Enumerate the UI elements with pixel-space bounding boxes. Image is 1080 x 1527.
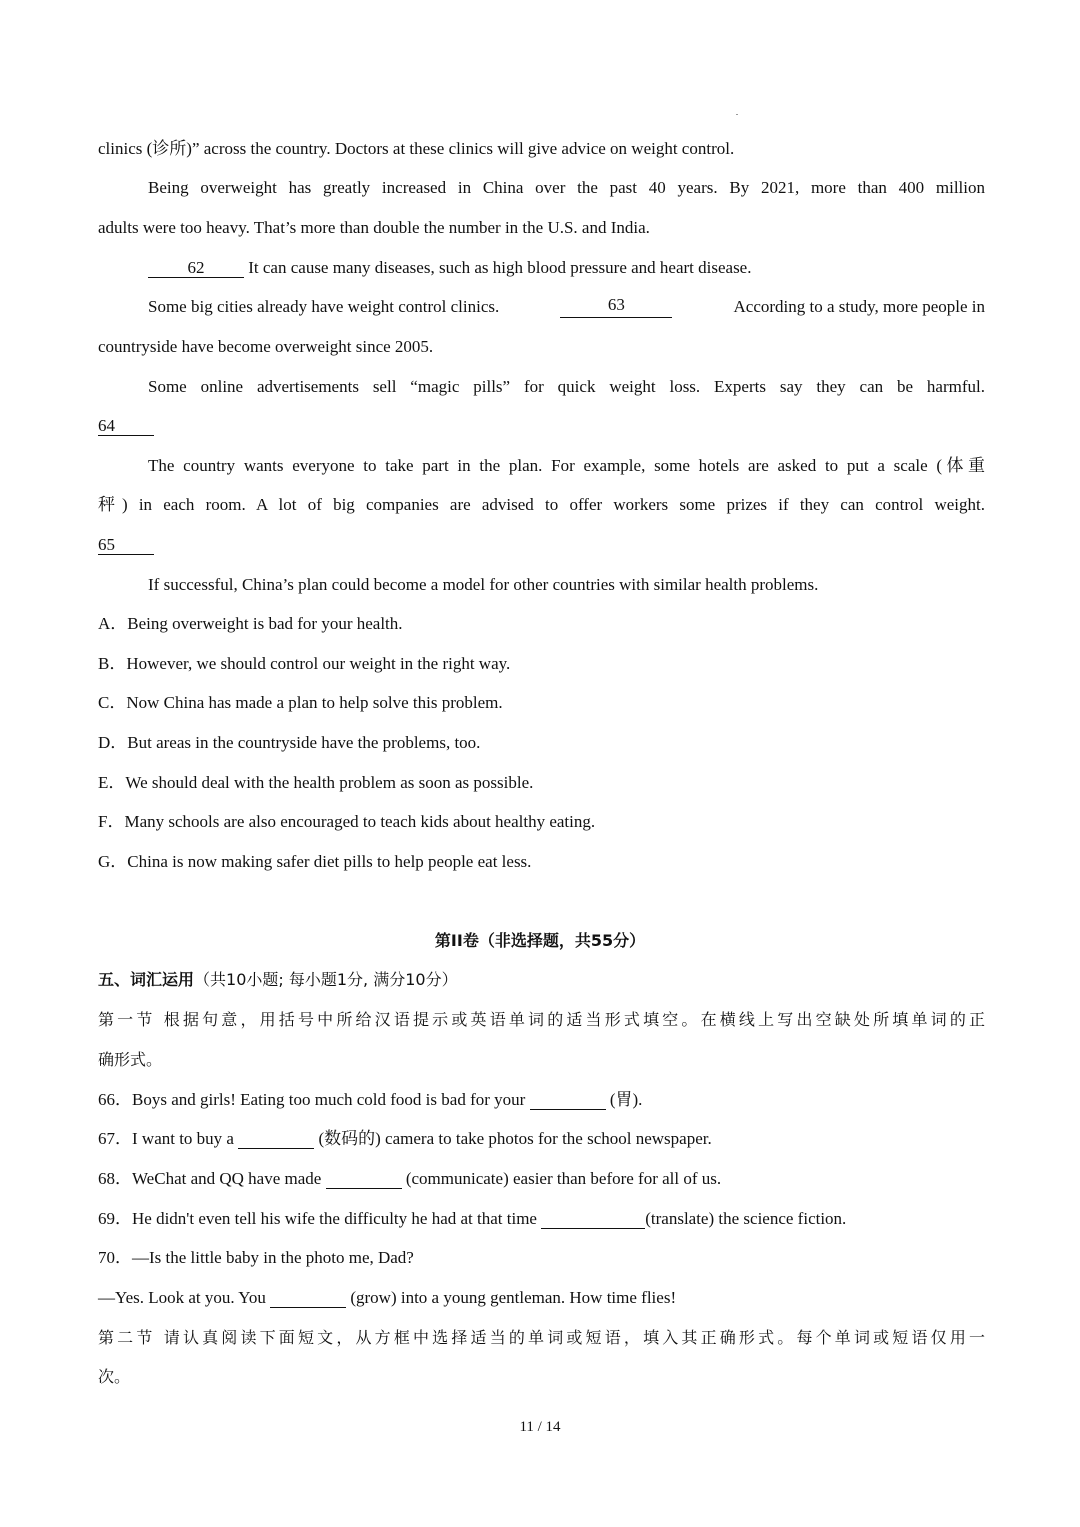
question-text: 67．I want to buy a xyxy=(98,1129,234,1148)
answer-blank-62[interactable]: 62 xyxy=(148,259,244,278)
section2-instruction-line1: 第二节 请认真阅读下面短文，从方框中选择适当的单词或短语，填入其正确形式。每个单词或短语仅用一 xyxy=(98,1328,985,1347)
section5-instruction-line2: 确形式。 xyxy=(98,1050,163,1069)
question-70-line1: 70．—Is the little baby in the photo me, Dad? xyxy=(98,1248,414,1267)
question-70-line2 xyxy=(98,1287,985,1309)
answer-blank-68[interactable] xyxy=(326,1170,402,1189)
question-text: 66．Boys and girls! Eating too much cold food is bad for your xyxy=(98,1090,526,1109)
passage-conclusion-line: If successful, China’s plan could become a model for other countries with similar health problems. xyxy=(148,575,819,594)
option-text: But areas in the countryside have the problems, too. xyxy=(127,733,481,752)
scan-speck xyxy=(736,114,738,115)
passage-line-clinics: clinics (诊所)” across the country. Doctors at these clinics will give advice on weight control. xyxy=(98,139,735,158)
passage-plan-line2: 秤) in each room. A lot of big companies are advised to offer workers some prizes if they can control weight. xyxy=(98,495,985,514)
answer-blank-66[interactable] xyxy=(530,1091,606,1110)
option-f xyxy=(98,811,985,833)
question-hint: (胃). xyxy=(609,1090,643,1109)
question-hint: (数码的) camera to take photos for the school newspaper. xyxy=(318,1129,712,1148)
option-letter: D． xyxy=(98,733,128,752)
section5-title: 五、词汇运用 xyxy=(98,970,195,989)
passage-blank64-line xyxy=(98,415,985,437)
passage-countryside-line: countryside have become overweight since 2005. xyxy=(98,337,434,356)
passage-text: Some big cities already have weight control clinics. xyxy=(148,297,500,316)
passage-overweight-line2: adults were too heavy. That’s more than double the number in the U.S. and India. xyxy=(98,218,650,237)
option-letter: B． xyxy=(98,654,127,673)
answer-blank-70[interactable] xyxy=(270,1289,346,1308)
passage-blank65-line xyxy=(98,534,985,556)
option-a xyxy=(98,613,985,635)
passage-plan-line1: The country wants everyone to take part in the plan. For example, some hotels are asked to put a scale (体重 xyxy=(148,456,985,475)
section2-instruction-line2: 次。 xyxy=(98,1367,131,1386)
option-letter: G． xyxy=(98,852,128,871)
option-g xyxy=(98,851,985,873)
question-67 xyxy=(98,1128,985,1150)
answer-blank-63[interactable]: 63 xyxy=(560,296,672,318)
question-hint: (grow) into a young gentleman. How time flies! xyxy=(350,1288,677,1307)
question-66 xyxy=(98,1089,985,1111)
option-text: However, we should control our weight in the right way. xyxy=(126,654,511,673)
question-text: 69．He didn't even tell his wife the difficulty he had at that time xyxy=(98,1209,537,1228)
option-text: China is now making safer diet pills to help people eat less. xyxy=(127,852,532,871)
question-hint: (translate) the science fiction. xyxy=(645,1209,847,1228)
page-number: 11 / 14 xyxy=(519,1419,561,1435)
option-d xyxy=(98,732,985,754)
option-text: We should deal with the health problem as soon as possible. xyxy=(125,773,534,792)
option-letter: C． xyxy=(98,693,127,712)
passage-text: According to a study, more people in xyxy=(733,297,985,316)
answer-blank-65[interactable]: 65 xyxy=(98,536,154,555)
question-hint: (communicate) easier than before for all of us. xyxy=(405,1169,722,1188)
answer-blank-69[interactable] xyxy=(541,1210,645,1229)
option-letter: A． xyxy=(98,614,128,633)
question-text: —Yes. Look at you. You xyxy=(98,1288,266,1307)
passage-pills-line: Some online advertisements sell “magic pills” for quick weight loss. Experts say they can be harmful. xyxy=(148,377,985,396)
section5-score: （共10小题; 每小题1分, 满分10分） xyxy=(194,970,458,989)
question-text: 68．WeChat and QQ have made xyxy=(98,1169,322,1188)
passage-blank62-line xyxy=(148,257,985,279)
option-text: Being overweight is bad for your health. xyxy=(127,614,403,633)
answer-blank-64[interactable]: 64 xyxy=(98,417,154,436)
question-69 xyxy=(98,1208,985,1230)
option-text: Now China has made a plan to help solve this problem. xyxy=(126,693,503,712)
answer-blank-67[interactable] xyxy=(238,1130,314,1149)
section5-instruction-line1: 第一节 根据句意，用括号中所给汉语提示或英语单词的适当形式填空。在横线上写出空缺处所填单词的正 xyxy=(98,1010,985,1029)
option-e xyxy=(98,772,985,794)
option-letter: F． xyxy=(98,812,125,831)
section5-heading xyxy=(98,969,985,991)
option-text: Many schools are also encouraged to teach kids about healthy eating. xyxy=(124,812,596,831)
option-c xyxy=(98,692,985,714)
part2-title: 第II卷（非选择题，共55分） xyxy=(434,931,646,950)
passage-blank63-line xyxy=(148,296,985,318)
passage-overweight-line1: Being overweight has greatly increased in China over the past 40 years. By 2021, more than 400 million xyxy=(148,178,985,197)
option-b xyxy=(98,653,985,675)
question-68 xyxy=(98,1168,985,1190)
option-letter: E． xyxy=(98,773,126,792)
passage-text: It can cause many diseases, such as high blood pressure and heart disease. xyxy=(248,258,752,277)
